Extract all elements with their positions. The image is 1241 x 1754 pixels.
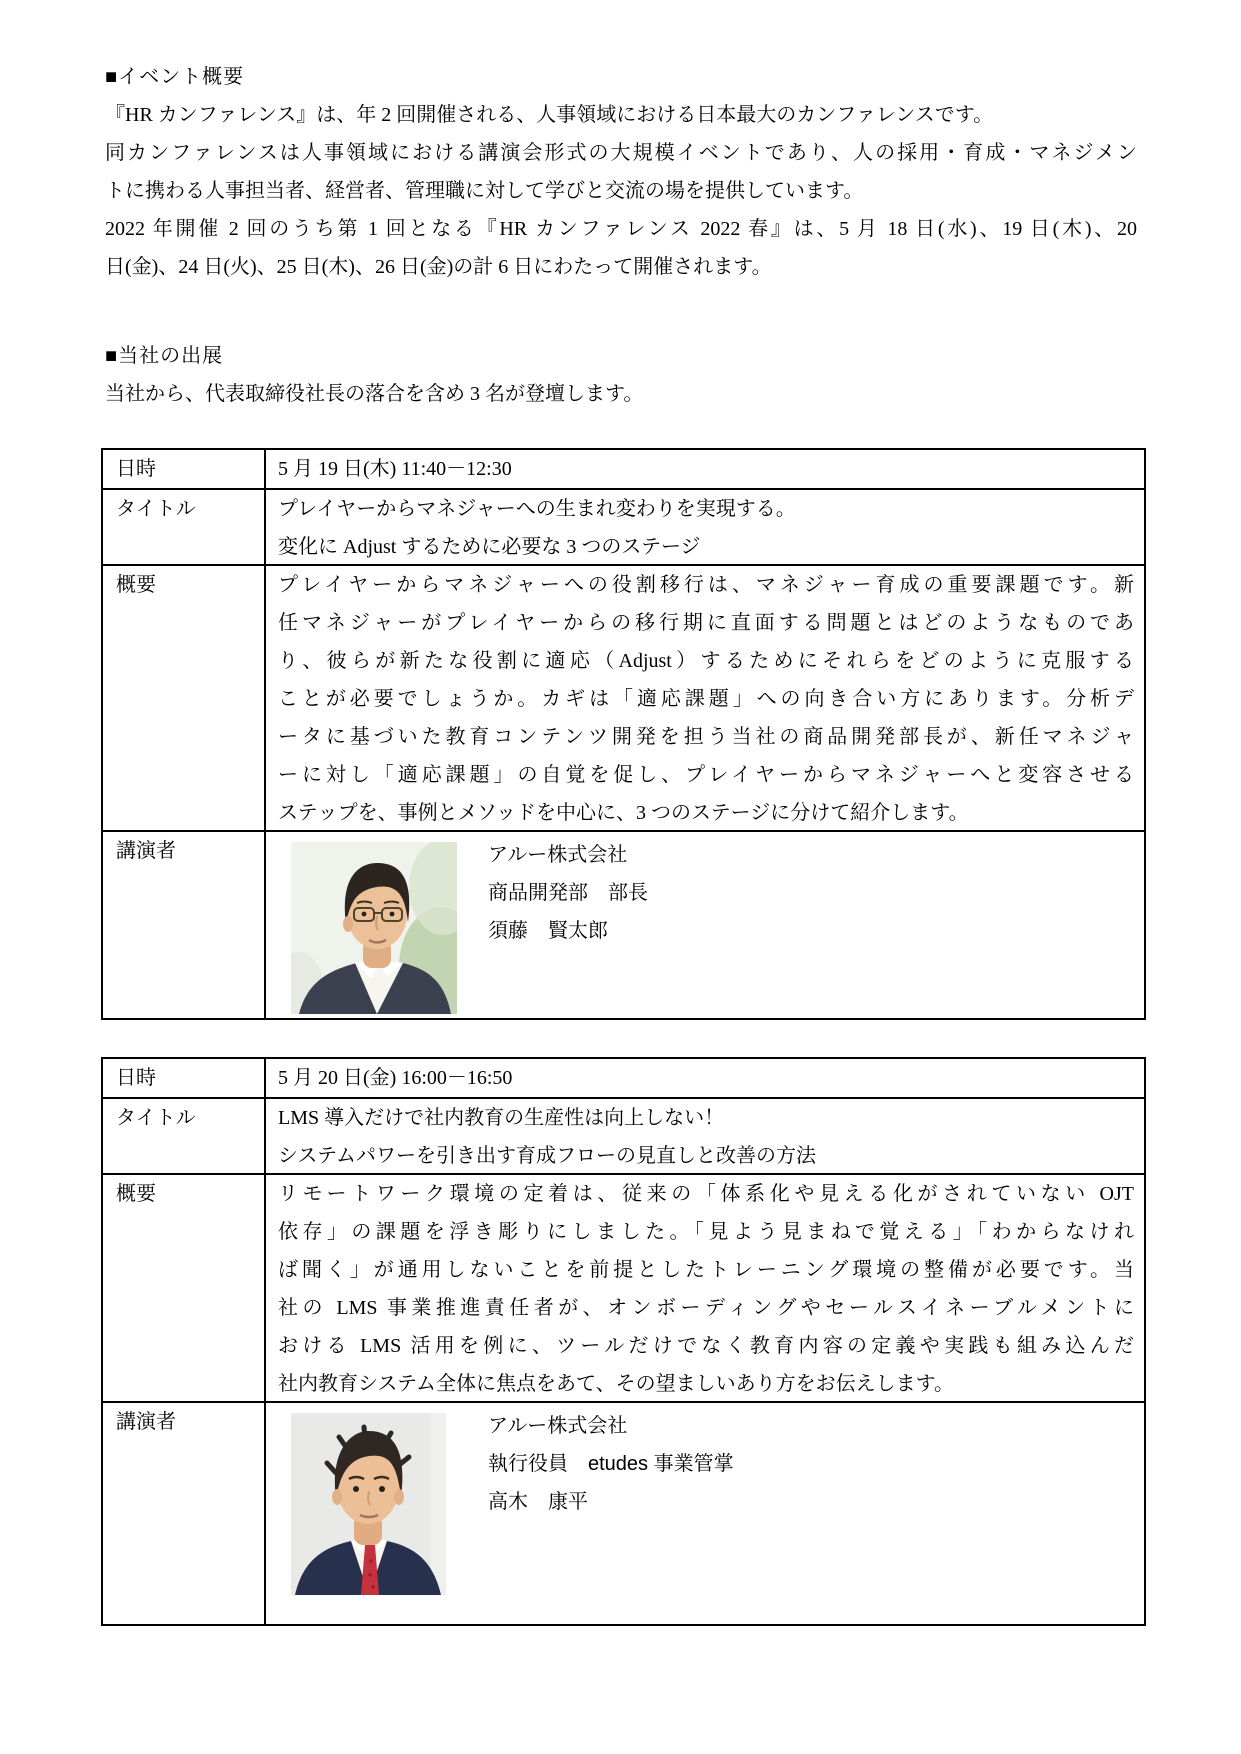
title-line: システムパワーを引き出す育成フローの見直しと改善の方法 xyxy=(278,1145,816,1167)
speaker-role: 商品開発部 部長 xyxy=(488,882,648,904)
summary-value xyxy=(266,566,1144,830)
summary-line: ステップを、事例とメソッドを中心に、3 つのステージに分けて紹介します。 xyxy=(278,802,969,824)
table-row-summary xyxy=(103,1173,1144,1401)
title-line: プレイヤーからマネジャーへの生まれ変わりを実現する。 xyxy=(278,498,796,520)
speaker-cell xyxy=(266,832,1144,1018)
speaker-photo-sudo xyxy=(291,842,457,1014)
event-overview-heading: ■イベント概要 xyxy=(105,66,245,88)
speaker-photo-takagi xyxy=(291,1413,446,1595)
table-row-speaker xyxy=(103,830,1144,1018)
table-row-datetime xyxy=(103,450,1144,488)
table-row-speaker xyxy=(103,1401,1144,1624)
session-table-2 xyxy=(101,1057,1146,1626)
summary-value xyxy=(266,1175,1144,1401)
datetime-label: 日時 xyxy=(103,1059,266,1097)
datetime-value: 5 月 20 日(金) 16:00－16:50 xyxy=(278,1067,513,1089)
summary-label: 概要 xyxy=(103,1175,266,1401)
speaker-company: アルー株式会社 xyxy=(488,844,628,866)
paragraph-line: トに携わる人事担当者、経営者、管理職に対して学びと交流の場を提供しています。 xyxy=(105,180,864,202)
speaker-info xyxy=(488,1407,734,1521)
paragraph-line: 2022 年開催 2 回のうち第 1 回となる『HR カンファレンス 2022 春』は、5 月 18 日(水)、19 日(木)、20 xyxy=(105,218,1137,240)
paragraph-line: 日(金)、24 日(火)、25 日(木)、26 日(金)の計 6 日にわたって開催されます。 xyxy=(105,256,772,278)
table-row-summary xyxy=(103,564,1144,830)
exhibit-heading: ■当社の出展 xyxy=(105,345,224,367)
summary-label: 概要 xyxy=(103,566,266,830)
speaker-info xyxy=(488,836,648,950)
title-line: 変化に Adjust するために必要な 3 つのステージ xyxy=(278,536,701,558)
summary-line: リモートワーク環境の定着は、従来の「体系化や見える化がされていない OJT xyxy=(278,1183,1134,1205)
table-row-title xyxy=(103,488,1144,564)
summary-line: ことが必要でしょうか。カギは「適応課題」への向き合い方にあります。分析デ xyxy=(278,688,1134,710)
title-value xyxy=(266,490,1144,564)
datetime-value: 5 月 19 日(木) 11:40－12:30 xyxy=(278,458,512,480)
section-event-overview xyxy=(105,58,1137,286)
speaker-role: 執行役員 etudes 事業管掌 xyxy=(488,1453,734,1475)
title-value xyxy=(266,1099,1144,1173)
summary-line: り、彼らが新たな役割に適応（Adjust）するためにそれらをどのように克服する xyxy=(278,650,1134,672)
summary-line: ータに基づいた教育コンテンツ開発を担う当社の商品開発部長が、新任マネジャ xyxy=(278,726,1134,748)
speaker-name: 高木 康平 xyxy=(488,1491,588,1513)
speaker-label: 講演者 xyxy=(103,1403,266,1624)
summary-line: ーに対し「適応課題」の自覚を促し、プレイヤーからマネジャーへと変容させる xyxy=(278,764,1134,786)
session-table-1 xyxy=(101,448,1146,1020)
summary-line: 社内教育システム全体に焦点をあて、その望ましいあり方をお伝えします。 xyxy=(278,1373,954,1395)
summary-line: ば聞く」が通用しないことを前提としたトレーニング環境の整備が必要です。当 xyxy=(278,1259,1134,1281)
paragraph-line: 同カンファレンスは人事領域における講演会形式の大規模イベントであり、人の採用・育成・マネジメン xyxy=(105,142,1137,164)
summary-line: プレイヤーからマネジャーへの役割移行は、マネジャー育成の重要課題です。新 xyxy=(278,574,1134,596)
section-company-exhibit xyxy=(105,337,1137,413)
datetime-label: 日時 xyxy=(103,450,266,488)
table-row-title xyxy=(103,1097,1144,1173)
summary-line: 社の LMS 事業推進責任者が、オンボーディングやセールスイネーブルメントに xyxy=(278,1297,1134,1319)
table-row-datetime xyxy=(103,1059,1144,1097)
paragraph-line: 当社から、代表取締役社長の落合を含め 3 名が登壇します。 xyxy=(105,383,644,405)
speaker-name: 須藤 賢太郎 xyxy=(488,920,608,942)
summary-line: 任マネジャーがプレイヤーからの移行期に直面する問題とはどのようなものであ xyxy=(278,612,1134,634)
speaker-cell xyxy=(266,1403,1144,1624)
title-label: タイトル xyxy=(103,490,266,564)
summary-line: 依存」の課題を浮き彫りにしました。「見よう見まねで覚える」「わからなけれ xyxy=(278,1221,1134,1243)
speaker-company: アルー株式会社 xyxy=(488,1415,628,1437)
paragraph-line: 『HR カンファレンス』は、年 2 回開催される、人事領域における日本最大のカンファレンスです。 xyxy=(105,104,994,126)
title-line: LMS 導入だけで社内教育の生産性は向上しない！ xyxy=(278,1107,725,1129)
title-label: タイトル xyxy=(103,1099,266,1173)
speaker-label: 講演者 xyxy=(103,832,266,1018)
summary-line: おける LMS 活用を例に、ツールだけでなく教育内容の定義や実践も組み込んだ xyxy=(278,1335,1134,1357)
